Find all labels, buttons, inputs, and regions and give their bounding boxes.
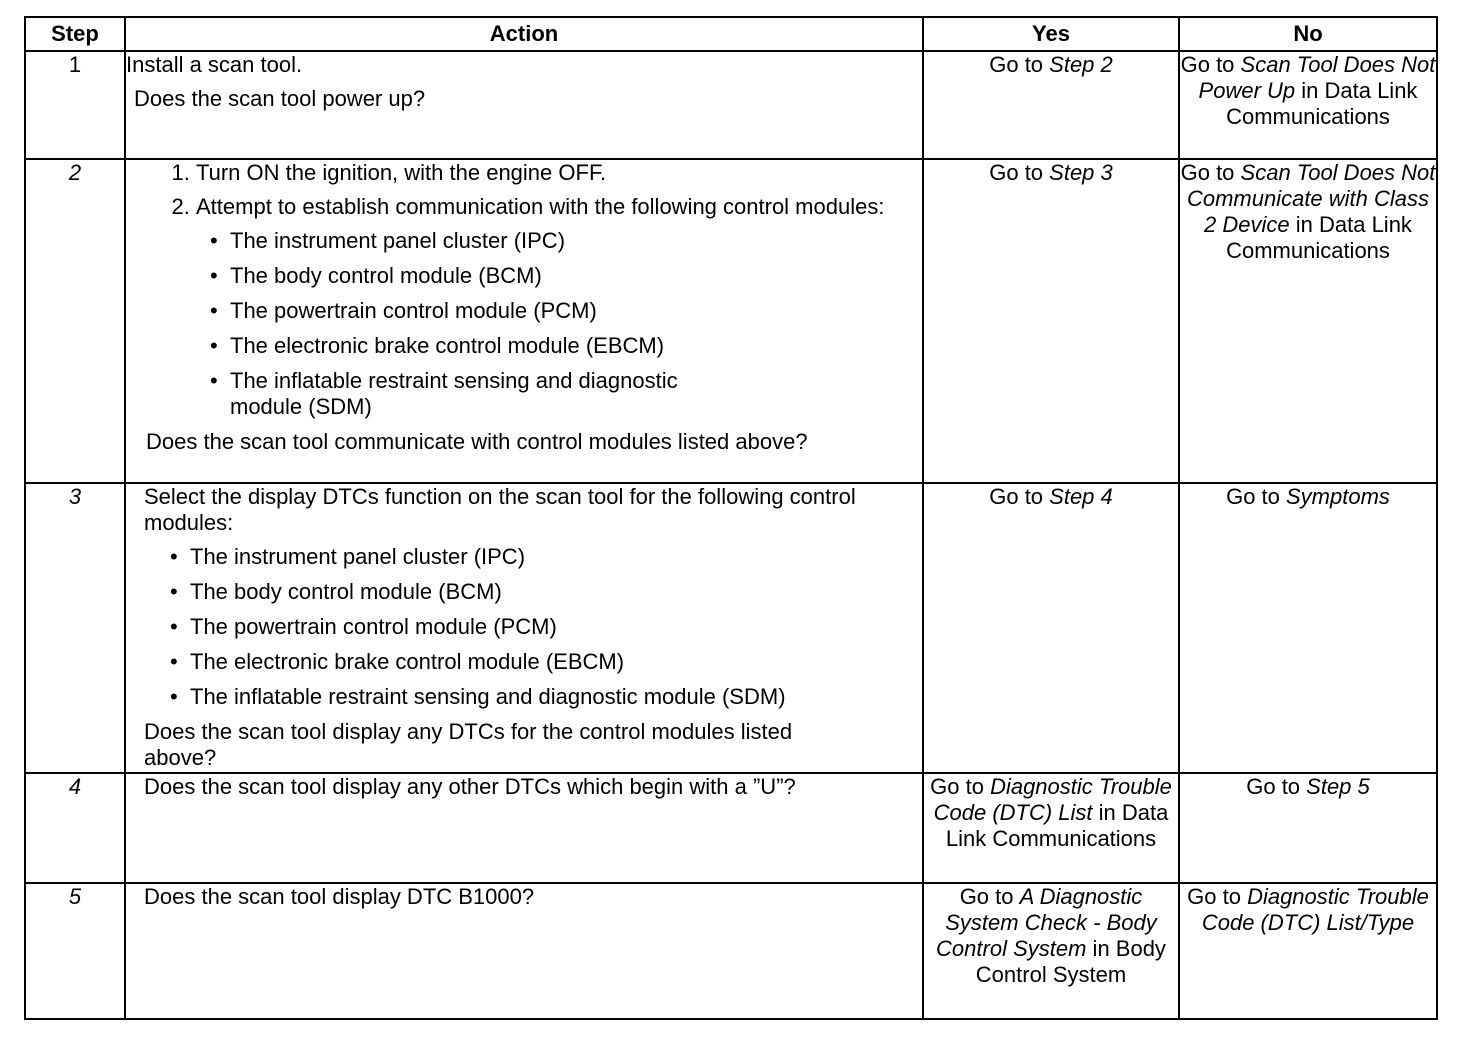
action-question: Does the scan tool power up? — [134, 86, 426, 111]
bullet-icon: • — [170, 579, 178, 604]
table-header-row — [25, 17, 1437, 51]
list-item — [196, 194, 922, 420]
yes-target-link[interactable]: Step 2 — [1049, 52, 1113, 77]
table-row — [25, 483, 1437, 773]
header-step: Step — [25, 17, 125, 51]
action-cell — [125, 773, 923, 883]
step-number: 4 — [25, 773, 125, 883]
numbered-list — [134, 160, 922, 420]
action-question: Does the scan tool display any DTCs for the control modules listed above? — [144, 719, 793, 770]
yes-suffix: in Body Control System — [975, 936, 1166, 987]
action-cell — [125, 483, 923, 773]
no-prefix: Go to — [1226, 484, 1286, 509]
no-prefix: Go to — [1180, 160, 1241, 185]
bullet-text: The inflatable restraint sensing and diagnostic module (SDM) — [190, 684, 786, 709]
bullet-icon: • — [210, 333, 218, 358]
list-item: 1. Turn ON the ignition, with the engine OFF. — [196, 160, 922, 186]
action-cell — [125, 51, 923, 159]
bullet-icon: • — [170, 684, 178, 709]
no-target-link[interactable]: Scan Tool Does Not Power Up — [1198, 52, 1436, 103]
bullet-icon: • — [170, 544, 178, 569]
table-row — [25, 51, 1437, 159]
list-item — [170, 544, 922, 570]
no-target-link[interactable]: Symptoms — [1286, 484, 1390, 509]
list-item — [210, 298, 922, 324]
action-question: Does the scan tool display any other DTCs which begin with a ”U”? — [144, 774, 796, 799]
bullet-icon: • — [210, 263, 218, 288]
yes-cell — [923, 51, 1179, 159]
bullet-text: The inflatable restraint sensing and diagnostic module (SDM) — [230, 368, 678, 419]
yes-prefix: Go to — [930, 774, 991, 799]
no-target-link[interactable]: Diagnostic Trouble Code (DTC) List/Type — [1201, 884, 1429, 935]
yes-target-link[interactable]: A Diagnostic System Check - Body Control System — [936, 884, 1157, 961]
no-suffix: in Data Link Communications — [1226, 212, 1412, 263]
yes-prefix: Go to — [989, 484, 1050, 509]
step-number: 3 — [25, 483, 125, 773]
yes-prefix: Go to — [959, 884, 1020, 909]
list-item — [170, 614, 922, 640]
action-question: Does the scan tool display DTC B1000? — [144, 884, 535, 909]
bullet-icon: • — [210, 298, 218, 323]
no-prefix: Go to — [1246, 774, 1307, 799]
no-cell — [1179, 483, 1437, 773]
no-cell — [1179, 159, 1437, 483]
bullet-text: The powertrain control module (PCM) — [230, 298, 597, 323]
bullet-text: The instrument panel cluster (IPC) — [230, 228, 566, 253]
list-item — [170, 579, 922, 605]
diagnostic-table — [24, 16, 1438, 1020]
yes-cell — [923, 883, 1179, 1019]
bullet-text: The powertrain control module (PCM) — [190, 614, 557, 639]
yes-cell — [923, 773, 1179, 883]
header-no: No — [1179, 17, 1437, 51]
yes-cell — [923, 159, 1179, 483]
yes-target-link[interactable]: Step 4 — [1049, 484, 1113, 509]
no-cell — [1179, 773, 1437, 883]
step-number: 2 — [25, 159, 125, 483]
yes-prefix: Go to — [989, 52, 1050, 77]
list-item — [210, 368, 750, 420]
table-row — [25, 883, 1437, 1019]
action-line: Install a scan tool. — [126, 52, 303, 77]
list-item — [210, 333, 922, 359]
bullet-text: The body control module (BCM) — [230, 263, 542, 288]
header-action: Action — [125, 17, 923, 51]
yes-target-link[interactable]: Step 3 — [1049, 160, 1113, 185]
no-prefix: Go to — [1187, 884, 1248, 909]
no-target-link[interactable]: Step 5 — [1306, 774, 1370, 799]
list-item — [170, 684, 922, 710]
list-item — [170, 649, 922, 675]
no-prefix: Go to — [1180, 52, 1241, 77]
yes-suffix: in Data Link Communications — [945, 800, 1169, 851]
action-question: Does the scan tool communicate with control modules listed above? — [146, 429, 808, 454]
bullet-text: The body control module (BCM) — [190, 579, 502, 604]
no-cell — [1179, 51, 1437, 159]
action-cell — [125, 159, 923, 483]
bullet-list — [144, 544, 922, 710]
table-row — [25, 159, 1437, 483]
bullet-text: The instrument panel cluster (IPC) — [190, 544, 526, 569]
yes-cell — [923, 483, 1179, 773]
bullet-icon: • — [210, 368, 218, 393]
no-cell — [1179, 883, 1437, 1019]
bullet-text: The electronic brake control module (EBCM) — [190, 649, 625, 674]
action-intro: Select the display DTCs function on the scan tool for the following control modules: — [144, 484, 856, 535]
no-target-link[interactable]: Scan Tool Does Not Communicate with Class 2 Device — [1186, 160, 1436, 237]
header-yes: Yes — [923, 17, 1179, 51]
bullet-text: The electronic brake control module (EBCM) — [230, 333, 665, 358]
bullet-icon: • — [170, 649, 178, 674]
step-number: 1 — [25, 51, 125, 159]
list-item — [210, 228, 922, 254]
yes-prefix: Go to — [989, 160, 1050, 185]
no-suffix: in Data Link Communications — [1226, 78, 1418, 129]
bullet-list — [196, 228, 922, 420]
table-row — [25, 773, 1437, 883]
yes-target-link[interactable]: Diagnostic Trouble Code (DTC) List — [933, 774, 1172, 825]
step-number: 5 — [25, 883, 125, 1019]
action-cell — [125, 883, 923, 1019]
list-item-text: Attempt to establish communication with the following control modules: — [196, 194, 885, 219]
list-item — [210, 263, 922, 289]
bullet-icon: • — [170, 614, 178, 639]
bullet-icon: • — [210, 228, 218, 253]
